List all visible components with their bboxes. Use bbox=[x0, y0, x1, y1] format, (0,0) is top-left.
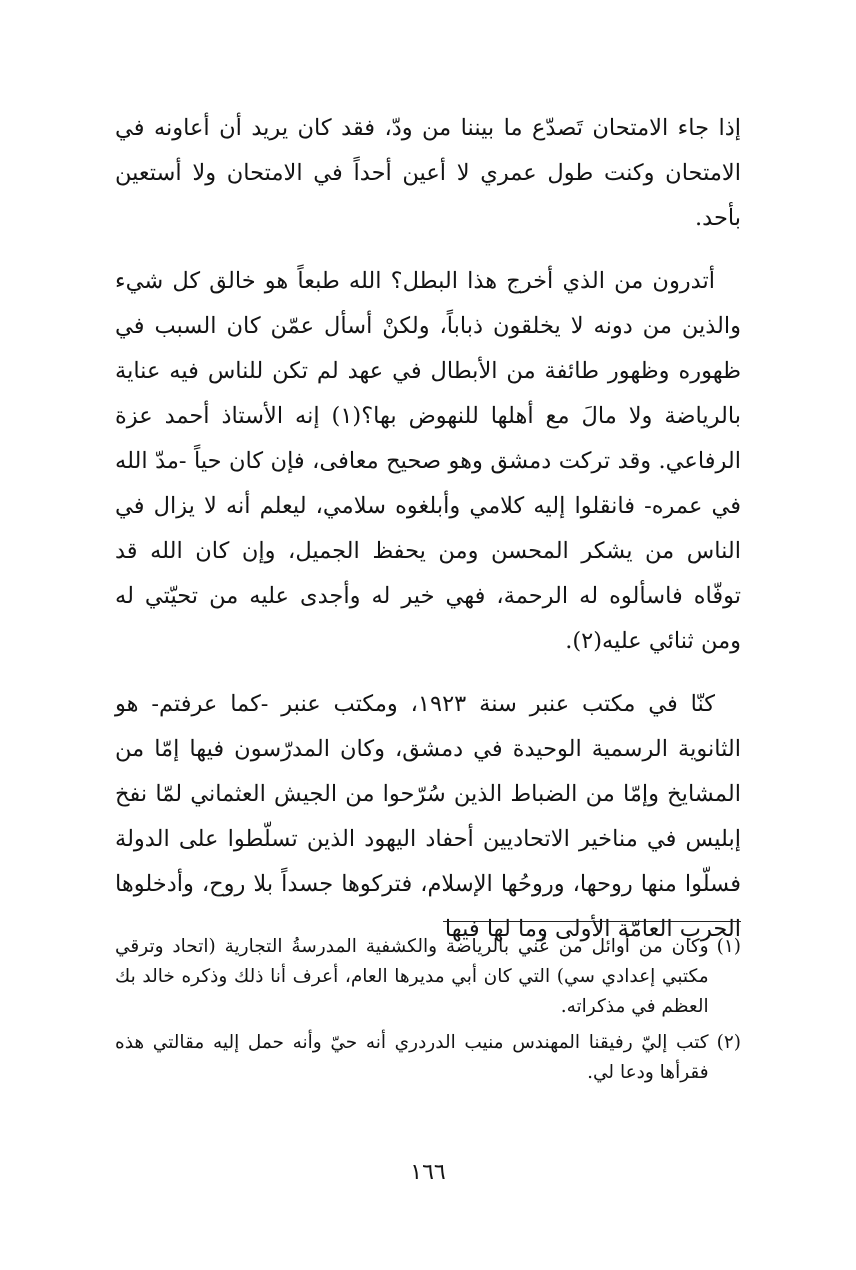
footnote-2 bbox=[115, 1028, 741, 1088]
paragraph-1: إذا جاء الامتحان تَصدّع ما بيننا من ودّ، فقد كان يريد أن أعاونه في الامتحان وكنت طول عمري لا أعين أحداً في الامتحان ولا أستعين بأحد. bbox=[115, 115, 741, 231]
footnote-text: وكان من أوائل من عُني بالرياضة والكشفية المدرسةُ التجارية (اتحاد وترقي مكتبي إعدادي سي) التي كان أبي مديرها العام، أعرف أنا ذلك وذكره خالد بك العظم في مذكراته. bbox=[115, 936, 709, 1017]
footnotes bbox=[115, 932, 741, 1094]
footnote-text: كتب إليّ رفيقنا المهندس منيب الدردري أنه حيّ وأنه حمل إليه مقالتي هذه فقرأها ودعا لي. bbox=[115, 1032, 709, 1083]
page-number: ١٦٦ bbox=[410, 1160, 446, 1185]
footnote-separator bbox=[443, 921, 741, 922]
footnote-1 bbox=[115, 932, 741, 1022]
footnote-number: (١) bbox=[716, 936, 741, 957]
main-text bbox=[115, 106, 741, 970]
paragraph-3: كنّا في مكتب عنبر سنة ١٩٢٣، ومكتب عنبر -كما عرفتم- هو الثانوية الرسمية الوحيدة في دمشق، وكان المدرّسون فيها إمّا من المشايخ وإمّا من الضباط الذين سُرّحوا من الجيش العثماني لمّا نفخ إبليس في مناخير الاتحاديين أحفاد اليهود الذين تسلّطوا على الدولة فسلّوا منها روحها، وروحُها الإسلام، فتركوها جسداً بلا روح، وأدخلوها الحرب العامّة الأولى وما لها فيها bbox=[115, 691, 741, 942]
footnote-number: (٢) bbox=[716, 1032, 741, 1053]
paragraph-2: أتدرون من الذي أخرج هذا البطل؟ الله طبعاً هو خالق كل شيء والذين من دونه لا يخلقون ذباباً، ولكنْ أسأل عمّن كان السبب في ظهوره وظهور طائفة من الأبطال في عهد لم تكن للناس فيه عناية بالرياضة ولا مالَ مع أهلها للنهوض بها؟(١) إنه الأستاذ أحمد عزة الرفاعي. وقد تركت دمشق وهو صحيح معافى، فإن كان حياً -مدّ الله في عمره- فانقلوا إليه كلامي وأبلغوه سلامي، ليعلم أنه لا يزال في الناس من يشكر المحسن ومن يحفظ الجميل، وإن كان الله قد توفّاه فاسألوه له الرحمة، فهي خير له وأجدى عليه من تحيّتي له ومن ثنائي عليه(٢). bbox=[115, 268, 742, 654]
